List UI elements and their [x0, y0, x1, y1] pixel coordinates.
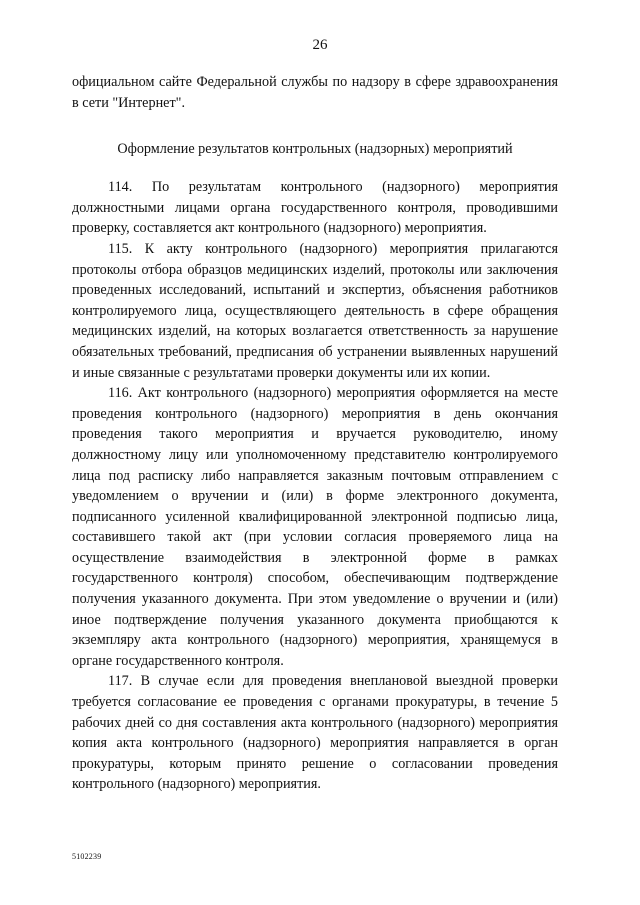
paragraph-116: 116. Акт контрольного (надзорного) мероприятия оформляется на месте проведения контрольного (надзорного) мероприятия в день окончания проведения такого мероприятия и вручается руководителю, иному должностному лицу или уполномоченному представителю контролируемого лица под расписку либо направляется заказным почтовым отправлением с уведомлением о вручении и (или) в форме электронного документа, подписанного усиленной квалифицированной электронной подписью лица, составившего такой акт (при условии согласия проверяемого лица на осуществление взаимодействия в электронной форме в рамках государственного контроля) способом, обеспечивающим подтверждение получения указанного документа. При этом уведомление о вручении и (или) иное подтверждение получения указанного документа приобщаются к экземпляру акта контрольного (надзорного) мероприятия, хранящемуся в органе государственного контроля.: [72, 385, 558, 669]
document-code: 5102239: [72, 852, 102, 861]
section-heading: Оформление результатов контрольных (надзорных) мероприятий: [117, 141, 513, 158]
page-number: 26: [312, 37, 328, 53]
paragraph-115: 115. К акту контрольного (надзорного) мероприятия прилагаются протоколы отбора образцов медицинских изделий, протоколы или заключения проведенных исследований, испытаний и экспертиз, объяснения работников контролируемого лица, осуществляющего деятельность в сфере обращения медицинских изделий, на которых возлагается ответственность за нарушение обязательных требований, предписания об устранении выявленных нарушений и иные связанные с результатами проверки документы или их копии.: [72, 240, 558, 381]
continuation-paragraph: официальном сайте Федеральной службы по надзору в сфере здравоохранения в сети "Интернет".: [72, 74, 558, 111]
document-body: [72, 72, 558, 795]
paragraph-114: 114. По результатам контрольного (надзорного) мероприятия должностными лицами органа государственного контроля, проводившими проверку, составляется акт контрольного (надзорного) мероприятия.: [72, 179, 558, 237]
paragraph-117: 117. В случае если для проведения внеплановой выездной проверки требуется согласование ее проведения с органами прокуратуры, в течение 5 рабочих дней со дня составления акта контрольного (надзорного) мероприятия копия акта контрольного (надзорного) мероприятия направляется в орган прокуратуры, которым принято решение о согласовании проведения контрольного (надзорного) мероприятия.: [72, 673, 558, 793]
